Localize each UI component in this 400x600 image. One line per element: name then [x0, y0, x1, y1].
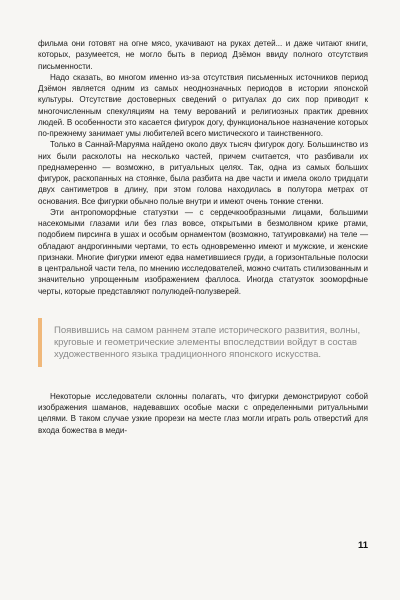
- paragraph-2: Надо сказать, во многом именно из-за отсутствия письменных источников период Дзёмон является одним из самых неоднозначных периодов в истории японской культуры. Отсутствие достоверных сведений о ритуалах до сих пор приводит к многочисленным спекуляциям на тему верований и религиозных практик древних людей. В особенности это касается фигурок догу, функциональное назначение которых по-прежнему занимает умы любителей всего мистического и таинственного.: [38, 72, 368, 138]
- paragraph-5: Некоторые исследователи склонны полагать, что фигурки демонстрируют собой изображения шаманов, надевавших особые маски с определенными ритуальными целями. В таком случае узкие прорези на месте глаз могли играть роль отверстий для входа божества в меди-: [38, 391, 368, 435]
- pull-quote: [38, 318, 368, 367]
- page-number: 11: [357, 540, 368, 551]
- paragraph-4: Эти антропоморфные статуэтки — с сердечкообразными лицами, большими насекомыми глазами или без глаз вовсе, открытыми в безмолвном крике ртами, подобием пирсинга в ушах и особым орнаментом (возможно, татуировками) на теле — обладают андрогинными чертами, то есть одновременно имеют и мужские, и женские признаки. Многие фигурки имеют едва наметившиеся груди, а горизонтальные полоски в центральной части тела, по мнению исследователей, можно считать стилизованным и значительно упрощенным изображением фаллоса. Иногда статуэток зооморфные черты, которые представляют полулюдей-полузверей.: [38, 207, 368, 296]
- page-body: [38, 38, 368, 436]
- pull-quote-text: Появившись на самом раннем этапе исторического развития, волны, круговые и геометрические элементы впоследствии войдут в состав художественного языка традиционного японского искусства.: [54, 324, 361, 360]
- paragraph-3: Только в Саннай-Маруяма найдено около двух тысяч фигурок догу. Большинство из них были расколоты на несколько частей, причем считается, что разбивали их преднамеренно — возможно, в ритуальных целях. Так, одна из самых больших фигурок, раскопанных на стоянке, была разбита на две части и имела около тридцати двух сантиметров в длину, при этом голова находилась в полутора метрах от основания. Все фигурки обычно полые внутри и имеют очень тонкие стенки.: [38, 140, 368, 206]
- paragraph-1: фильма они готовят на огне мясо, укачивают на руках детей... и даже читают книги, которых, разумеется, не могло быть в период Дзёмон ввиду полного отсутствия письменности.: [38, 39, 368, 71]
- quote-accent-bar: [38, 318, 42, 367]
